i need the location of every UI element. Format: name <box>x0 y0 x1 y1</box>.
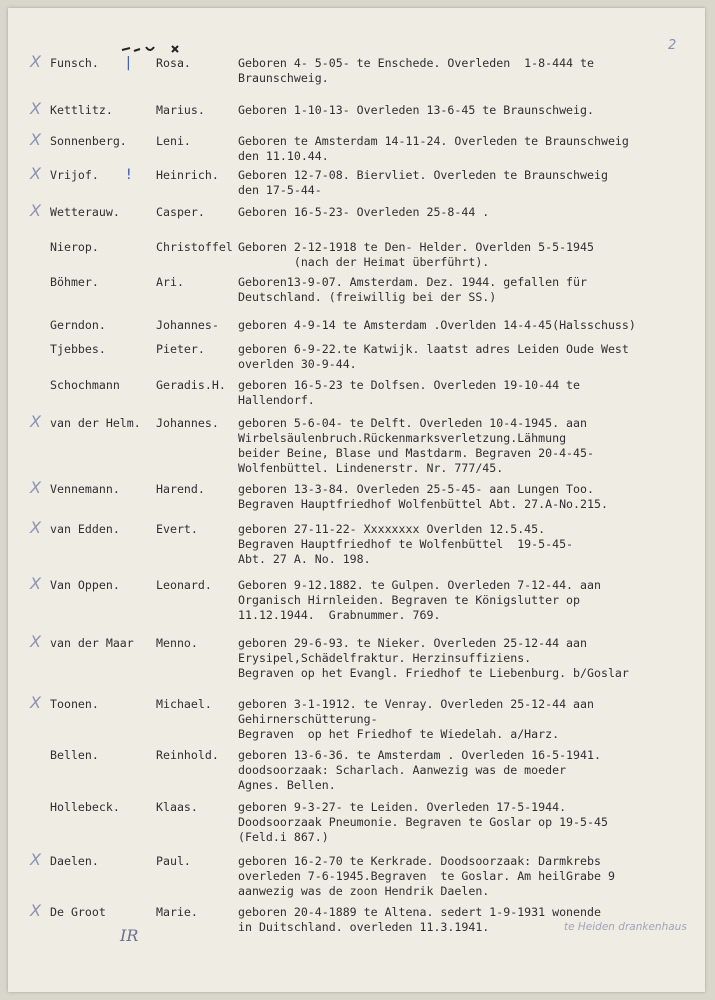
checkmark-annotation: X <box>30 518 41 537</box>
entry-details: Geboren13-9-07. Amsterdam. Dez. 1944. gefallen für Deutschland. (freiwillig bei der SS.) <box>238 275 588 304</box>
given-name: Leonard. <box>156 578 212 592</box>
surname: Van Oppen. <box>50 578 120 592</box>
given-name: Klaas. <box>156 800 198 814</box>
entry-details: Geboren 4- 5-05- te Enschede. Overleden 1-8-444 te Braunschweig. <box>238 56 594 85</box>
handwritten-initials: IR <box>120 926 139 945</box>
surname: Toonen. <box>50 697 99 711</box>
given-name: Heinrich. <box>156 168 219 182</box>
given-name: Michael. <box>156 697 212 711</box>
given-name: Evert. <box>156 522 198 536</box>
given-name: Pieter. <box>156 342 205 356</box>
surname: Vrijof. <box>50 168 99 182</box>
entry-details: geboren 4-9-14 te Amsterdam .Overlden 14-4-45(Halsschuss) <box>238 318 636 332</box>
given-name: Johannes. <box>156 416 219 430</box>
surname: Böhmer. <box>50 275 99 289</box>
given-name: Christoffel <box>156 240 233 254</box>
surname: Tjebbes. <box>50 342 106 356</box>
entry-details: geboren 16-5-23 te Dolfsen. Overleden 19-10-44 te Hallendorf. <box>238 378 581 407</box>
entry-details: Geboren 16-5-23- Overleden 25-8-44 . <box>238 205 490 219</box>
given-name: Paul. <box>156 854 191 868</box>
surname: van der Helm. <box>50 416 141 430</box>
surname: Funsch. <box>50 56 99 70</box>
given-name: Menno. <box>156 636 198 650</box>
entry-details: Geboren 2-12-1918 te Den- Helder. Overlden 5-5-1945 (nach der Heimat überführt). <box>238 240 594 269</box>
entry-details: geboren 20-4-1889 te Altena. sedert 1-9-1931 wonende in Duitschland. overleden 11.3.1941. <box>238 905 601 934</box>
given-name: Reinhold. <box>156 748 219 762</box>
given-name: Ari. <box>156 275 184 289</box>
entry-details: geboren 5-6-04- te Delft. Overleden 10-4-1945. aan Wirbelsäulenbruch.Rückenmarksverletzung.Lähmung beider Beine, Blase und Mastdarm. Begraven 20-4-45- Wolfenbüttel. Lindenerstr. Nr. 777/45. <box>238 416 594 475</box>
entry-details: geboren 29-6-93. te Nieker. Overleden 25-12-44 aan Erysipel,Schädelfraktur. Herzinsuffiziens. Begraven op het Evangl. Friedhof te Liebenburg. b/Goslar <box>238 636 629 680</box>
checkmark-annotation: X <box>30 99 41 118</box>
entry-details: Geboren 1-10-13- Overleden 13-6-45 te Braunschweig. <box>238 103 594 117</box>
surname: Gerndon. <box>50 318 106 332</box>
entry-details: geboren 6-9-22.te Katwijk. laatst adres Leiden Oude West overlden 30-9-44. <box>238 342 629 371</box>
surname: van Edden. <box>50 522 120 536</box>
given-name: Rosa. <box>156 56 191 70</box>
checkmark-annotation: X <box>30 850 41 869</box>
checkmark-annotation: X <box>30 130 41 149</box>
given-name: Geradis.H. <box>156 378 226 392</box>
checkmark-annotation: X <box>30 52 41 71</box>
surname: Vennemann. <box>50 482 120 496</box>
surname: Daelen. <box>50 854 99 868</box>
given-name: Leni. <box>156 134 191 148</box>
entry-details: geboren 16-2-70 te Kerkrade. Doodsoorzaak: Darmkrebs overleden 7-6-1945.Begraven te Goslar. Am heilGrabe 9 aanwezig was de zoon Hendrik Daelen. <box>238 854 615 898</box>
entry-details: geboren 9-3-27- te Leiden. Overleden 17-5-1944. Doodsoorzaak Pneumonie. Begraven te Goslar op 19-5-45 (Feld.i 867.) <box>238 800 608 844</box>
checkmark-annotation: X <box>30 478 41 497</box>
document-page <box>8 8 705 992</box>
ink-tick: ! <box>126 167 132 183</box>
given-name: Johannes- <box>156 318 219 332</box>
entry-details: geboren 13-3-84. Overleden 25-5-45- aan Lungen Too. Begraven Hauptfriedhof Wolfenbüttel Abt. 27.A-No.215. <box>238 482 608 511</box>
entry-details: Geboren 12-7-08. Biervliet. Overleden te Braunschweig den 17-5-44- <box>238 168 608 197</box>
checkmark-annotation: X <box>30 632 41 651</box>
given-name: Casper. <box>156 205 205 219</box>
entry-details: geboren 27-11-22- Xxxxxxxx Overlden 12.5.45. Begraven Hauptfriedhof te Wolfenbüttel 19-5-45- Abt. 27 A. No. 198. <box>238 522 574 566</box>
surname: Schochmann <box>50 378 120 392</box>
checkmark-annotation: X <box>30 693 41 712</box>
surname: van der Maar <box>50 636 134 650</box>
given-name: Marius. <box>156 103 205 117</box>
checkmark-annotation: X <box>30 164 41 183</box>
entry-details: Geboren 9-12.1882. te Gulpen. Overleden 7-12-44. aan Organisch Hirnleiden. Begraven te Königslutter op 11.12.1944. Grabnummer. 769. <box>238 578 601 622</box>
checkmark-annotation: X <box>30 574 41 593</box>
ink-tick: | <box>126 55 131 71</box>
surname: Bellen. <box>50 748 99 762</box>
surname: Hollebeck. <box>50 800 120 814</box>
surname: De Groot <box>50 905 106 919</box>
entry-details: geboren 3-1-1912. te Venray. Overleden 25-12-44 aan Gehirnerschütterung- Begraven op het Friedhof te Wiedelah. a/Harz. <box>238 697 594 741</box>
given-name: Marie. <box>156 905 198 919</box>
surname: Nierop. <box>50 240 99 254</box>
entry-details: Geboren te Amsterdam 14-11-24. Overleden te Braunschweig den 11.10.44. <box>238 134 629 163</box>
given-name: Harend. <box>156 482 205 496</box>
entry-details: geboren 13-6-36. te Amsterdam . Overleden 16-5-1941. doodsoorzaak: Scharlach. Aanwezig was de moeder Agnes. Bellen. <box>238 748 601 792</box>
checkmark-annotation: X <box>30 201 41 220</box>
surname: Sonnenberg. <box>50 134 127 148</box>
page-number: 2 <box>668 38 677 53</box>
handwritten-annotation: te Heiden drankenhaus <box>564 921 687 933</box>
checkmark-annotation: X <box>30 412 41 431</box>
checkmark-annotation: X <box>30 901 41 920</box>
surname: Wetterauw. <box>50 205 120 219</box>
surname: Kettlitz. <box>50 103 113 117</box>
